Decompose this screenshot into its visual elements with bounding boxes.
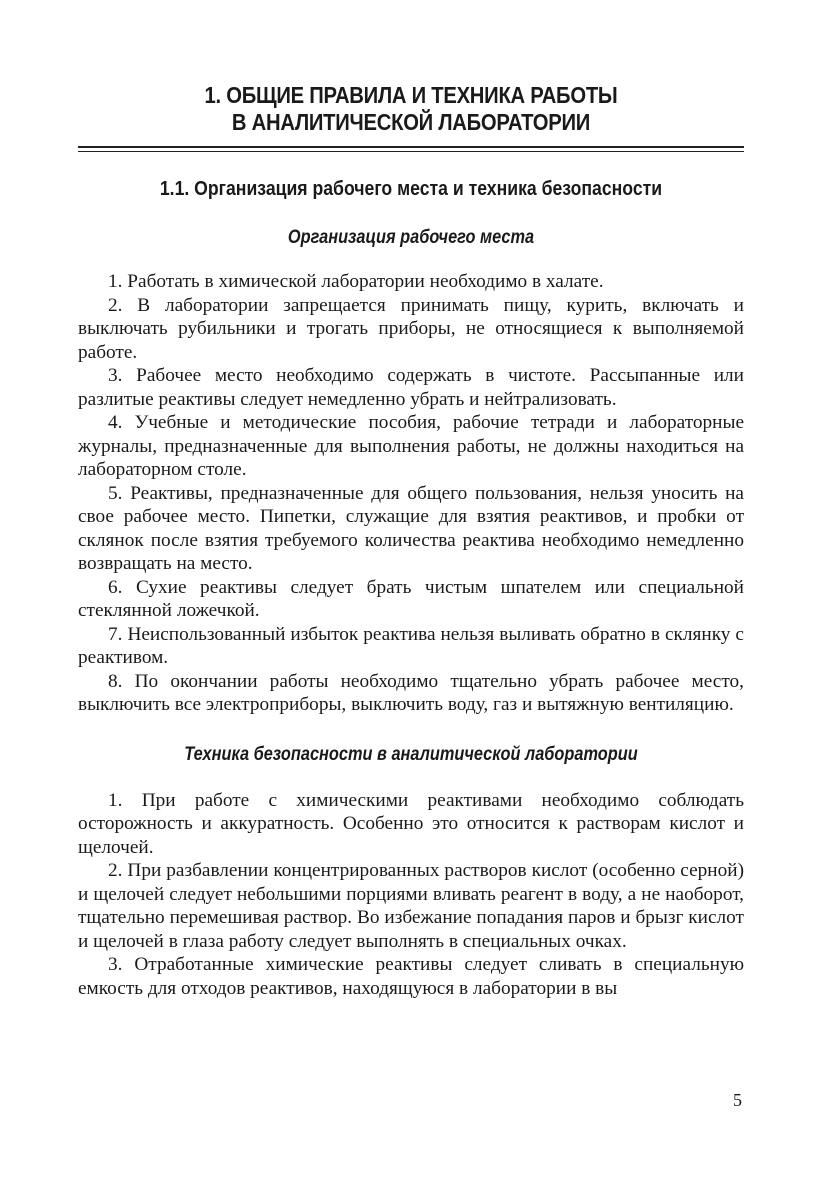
workplace-rule-5: 5. Реактивы, предназначенные для общего пользования, нельзя уносить на свое рабочее место. Пипетки, служащие для взятия реактивов, и пробки от склянок после взятия требуемого количества реактива необходимо немедленно возвращать на место. <box>78 482 744 574</box>
chapter-title-line-2: В АНАЛИТИЧЕСКОЙ ЛАБОРАТОРИИ <box>231 109 591 135</box>
subsection-title-workplace: Организация рабочего места <box>287 227 535 248</box>
workplace-rules <box>78 270 744 717</box>
title-rule-thick <box>78 146 744 148</box>
workplace-rule-6: 6. Сухие реактивы следует брать чистым шпателем или специальной стеклянной ложечкой. <box>78 576 744 621</box>
workplace-rule-1: 1. Работать в химической лаборатории необходимо в халате. <box>108 271 604 292</box>
workplace-rule-2: 2. В лаборатории запрещается принимать пищу, курить, включать и выключать рубильники и трогать приборы, не относящиеся к выполняемой работе. <box>78 294 744 363</box>
title-rule-thin <box>78 151 744 152</box>
chapter-title <box>118 82 704 136</box>
subsection-title-safety: Техника безопасности в аналитической лаборатории <box>184 743 638 765</box>
page-body <box>78 82 744 1000</box>
workplace-rule-8: 8. По окончании работы необходимо тщательно убрать рабочее место, выключить все электроприборы, выключить воду, газ и вытяжную вентиляцию. <box>78 670 744 715</box>
safety-rules <box>78 789 744 1001</box>
safety-rule-2: 2. При разбавлении концентрированных растворов кислот (особенно серной) и щелочей следует небольшими порциями вливать реагент в воду, а не наоборот, тщательно перемешивая раствор. Во избежание попадания паров и брызг кислот и щелочей в глаза работу следует выполнять в специальных очках. <box>78 860 744 952</box>
workplace-rule-7: 7. Неиспользованный избыток реактива нельзя выливать обратно в склянку с реактивом. <box>78 623 744 668</box>
section-title: 1.1. Организация рабочего места и техника безопасности <box>159 177 663 200</box>
workplace-rule-4: 4. Учебные и методические пособия, рабочие тетради и лабораторные журналы, предназначенные для выполнения работы, не должны находиться на лабораторном столе. <box>78 412 744 480</box>
workplace-rule-3: 3. Рабочее место необходимо содержать в чистоте. Рассыпанные или разлитые реактивы следует немедленно убрать и нейтрализовать. <box>78 365 744 410</box>
safety-rule-1: 1. При работе с химическими реактивами необходимо соблюдать осторожность и аккуратность. Особенно это относится к растворам кислот и щелочей. <box>78 789 744 858</box>
page-number: 5 <box>733 1090 742 1110</box>
safety-rule-3: 3. Отработанные химические реактивы следует сливать в специальную емкость для отходов реактивов, находящуюся в лаборатории в вы <box>78 954 744 999</box>
chapter-title-line-1: 1. ОБЩИЕ ПРАВИЛА И ТЕХНИКА РАБОТЫ <box>204 82 618 108</box>
